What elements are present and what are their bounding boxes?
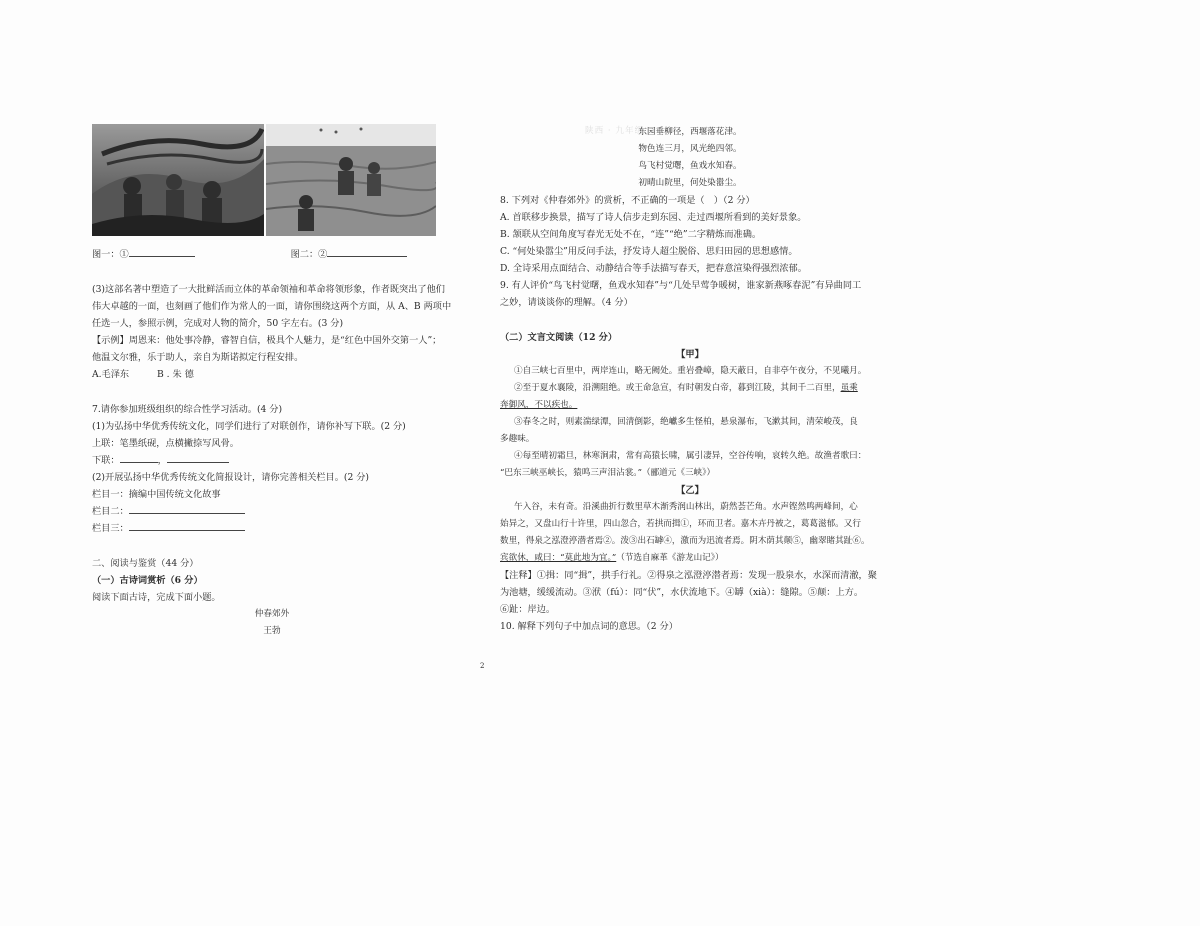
q8-option-a: A. 首联移步换景，描写了诗人信步走到东园、走过西堰所看到的美好景象。 bbox=[500, 212, 807, 223]
q7-1-prompt: (1)为弘扬中华优秀传统文化，同学们进行了对联创作，请你补写下联。(2 分) bbox=[92, 421, 406, 432]
q8-option-d: D. 全诗采用点面结合、动静结合等手法描写春天，把春意渲染得强烈浓郁。 bbox=[500, 263, 807, 274]
poem-line-1: 东园垂柳径，西堰落花津。 bbox=[638, 127, 742, 137]
q7-upper-couplet: 上联：笔墨纸砚，点横撇捺写风骨。 bbox=[92, 438, 239, 449]
section-2-1-instruction: 阅读下面古诗，完成下面小题。 bbox=[92, 592, 221, 603]
column-3-blank[interactable] bbox=[129, 521, 245, 531]
notes-line-2: 为池塘，缓缓流动。③洑（fú）：同“伏”，水伏流地下。④罅（xià）：缝隙。⑤颠：上方。 bbox=[500, 587, 864, 598]
section-2-1-title: （一）古诗词赏析（6 分） bbox=[92, 575, 203, 586]
jia-paragraph-2-line-2: 奔御风，不以疾也。 bbox=[500, 400, 578, 410]
q7-2-prompt: (2)开展弘扬中华优秀传统文化简报设计，请你完善相关栏目。(2 分) bbox=[92, 472, 370, 483]
yi-source: （节选自麻革《游龙山记》） bbox=[616, 553, 724, 563]
figure-row bbox=[92, 124, 452, 240]
column-3-label: 栏目三： bbox=[92, 523, 129, 534]
jia-p2-underlined-1: 虽乘 bbox=[840, 383, 858, 393]
figure-1-caption: 图一：① bbox=[92, 249, 129, 260]
section-2-title: 二、阅读与鉴赏（44 分） bbox=[92, 558, 199, 569]
jia-paragraph-4-line-2: “巴东三峡巫峡长，猿鸣三声泪沾裳。”（郦道元《三峡》） bbox=[500, 468, 716, 478]
yi-line-3: 数里，得泉之泓澄渟潜者焉②。泼③出石罅④，激而为迅流者焉。阴木荫其颠⑤，幽翠睹其趾⑥。 bbox=[500, 536, 870, 546]
notes-line-1: 【注释】①揖：同“揖”，拱手行礼。②得泉之泓澄渟潜者焉：发现一股泉水，水深而清澈，聚 bbox=[500, 570, 877, 581]
notes-line-3: ⑥趾：岸边。 bbox=[500, 604, 556, 615]
jia-paragraph-3-line-1: ③春冬之时，则素湍绿潭，回清倒影，绝巘多生怪柏，悬泉瀑布，飞漱其间，清荣峻茂，良 bbox=[514, 417, 858, 427]
jia-paragraph-2-line-1 bbox=[500, 380, 880, 397]
q6-3-line-2: 伟大卓越的一面，也刻画了他们作为常人的一面，请你围绕这两个方面，从 A、B 两项中 bbox=[92, 301, 452, 312]
q6-3-line-1: (3)这部名著中塑造了一大批鲜活而立体的革命领袖和革命将领形象，作者既突出了他们 bbox=[92, 284, 445, 295]
poem-line-4: 初晴山院里，何处染嚣尘。 bbox=[638, 178, 742, 188]
q10-title: 10. 解释下列句子中加点词的意思。（2 分） bbox=[500, 621, 678, 632]
yi-underlined-sentence: 宾欲休，咸曰：“莫此地为宜。” bbox=[500, 553, 617, 563]
right-column bbox=[500, 124, 880, 635]
jia-p2-text: ②至于夏水襄陵，沿溯阻绝。或王命急宣，有时朝发白帝，暮到江陵，其间千二百里， bbox=[514, 383, 841, 393]
q7-column-3 bbox=[92, 520, 452, 537]
figure-1-image bbox=[92, 124, 264, 236]
figure-2-image bbox=[266, 124, 436, 236]
jia-paragraph-1: ①自三峡七百里中，两岸连山，略无阙处。重岩叠嶂，隐天蔽日，自非亭午夜分，不见曦月。 bbox=[514, 366, 867, 376]
figure-1-answer-blank[interactable] bbox=[129, 247, 195, 257]
q7-title: 7.请你参加班级组织的综合性学习活动。(4 分) bbox=[92, 404, 283, 415]
figure-2-caption: 图二：② bbox=[290, 249, 328, 260]
column-2-label: 栏目二： bbox=[92, 506, 129, 517]
jia-paragraph-3-line-2: 多趣味。 bbox=[500, 434, 535, 444]
figure-captions bbox=[92, 246, 452, 263]
q7-column-1: 栏目一：摘编中国传统文化故事 bbox=[92, 489, 221, 500]
yi-line-2: 始异之，又盘山行十许里，四山忽合，若拱而揖①，环而卫者。嘉木卉丹被之，葛葛滋郁。又行 bbox=[500, 519, 861, 529]
page-number: 2 bbox=[480, 662, 485, 670]
poem-title: 仲春郊外 bbox=[254, 609, 290, 619]
bleed-through-text: 陕西 · 九年级 bbox=[585, 126, 645, 136]
option-a: A.毛泽东 bbox=[92, 369, 130, 380]
q7-column-2 bbox=[92, 503, 452, 520]
poem-line-3: 鸟飞村觉曙，鱼戏水知春。 bbox=[638, 161, 742, 171]
section-2-2-title: （二）文言文阅读（12 分） bbox=[500, 332, 618, 343]
yi-line-1: 午入谷，未有奇。沿溪曲折行数里草木渐秀润山林出，蔚然荟芒角。水声铿然鸣两峰间，心 bbox=[514, 502, 858, 512]
lower-couplet-blank-2[interactable] bbox=[167, 453, 229, 463]
figure-2-answer-blank[interactable] bbox=[327, 247, 407, 257]
lower-couplet-label: 下联： bbox=[92, 455, 120, 466]
q7-lower-couplet: 下联： ， bbox=[92, 452, 452, 469]
yi-line-4 bbox=[500, 550, 880, 567]
jia-paragraph-4-line-1: ④每至晴初霜旦，林寒涧肃，常有高猿长啸，属引凄异，空谷传响，哀转久绝。故渔者歌曰： bbox=[514, 451, 867, 461]
q8-option-b: B. 颔联从空间角度写春光无处不在，“连”“绝”二字精炼而准确。 bbox=[500, 229, 762, 240]
yi-heading: 【乙】 bbox=[676, 485, 704, 496]
q6-3-options bbox=[92, 366, 452, 383]
jia-heading: 【甲】 bbox=[676, 349, 704, 360]
poem-author: 王勃 bbox=[263, 626, 281, 636]
column-2-blank[interactable] bbox=[129, 504, 245, 514]
q6-3-example-line-2: 他温文尔雅，乐于助人，亲自为斯诺拟定行程安排。 bbox=[92, 352, 304, 363]
q9-line-1: 9. 有人评价“鸟飞村觉曙，鱼戏水知春”与“几处早莺争暖树，谁家新燕啄春泥”有异曲同工 bbox=[500, 280, 862, 291]
q9-line-2: 之妙，请谈谈你的理解。（4 分） bbox=[500, 297, 633, 308]
q6-3-example-line-1: 【示例】周恩来：他处事冷静，睿智自信，极具个人魅力，是“红色中国外交第一人”； bbox=[92, 335, 442, 346]
q8-title: 8. 下列对《仲春郊外》的赏析，不正确的一项是（ ）（2 分） bbox=[500, 195, 755, 206]
lower-couplet-blank-1[interactable] bbox=[120, 453, 158, 463]
q8-option-c: C. “何处染嚣尘”用反问手法，抒发诗人超尘脱俗、思归田园的思想感情。 bbox=[500, 246, 798, 257]
left-column bbox=[92, 124, 452, 640]
option-b: B . 朱 德 bbox=[156, 369, 194, 380]
q6-3-line-3: 任选一人，参照示例，完成对人物的简介，50 字左右。(3 分) bbox=[92, 318, 344, 329]
poem-line-2: 物色连三月，风光绝四邻。 bbox=[638, 144, 742, 154]
